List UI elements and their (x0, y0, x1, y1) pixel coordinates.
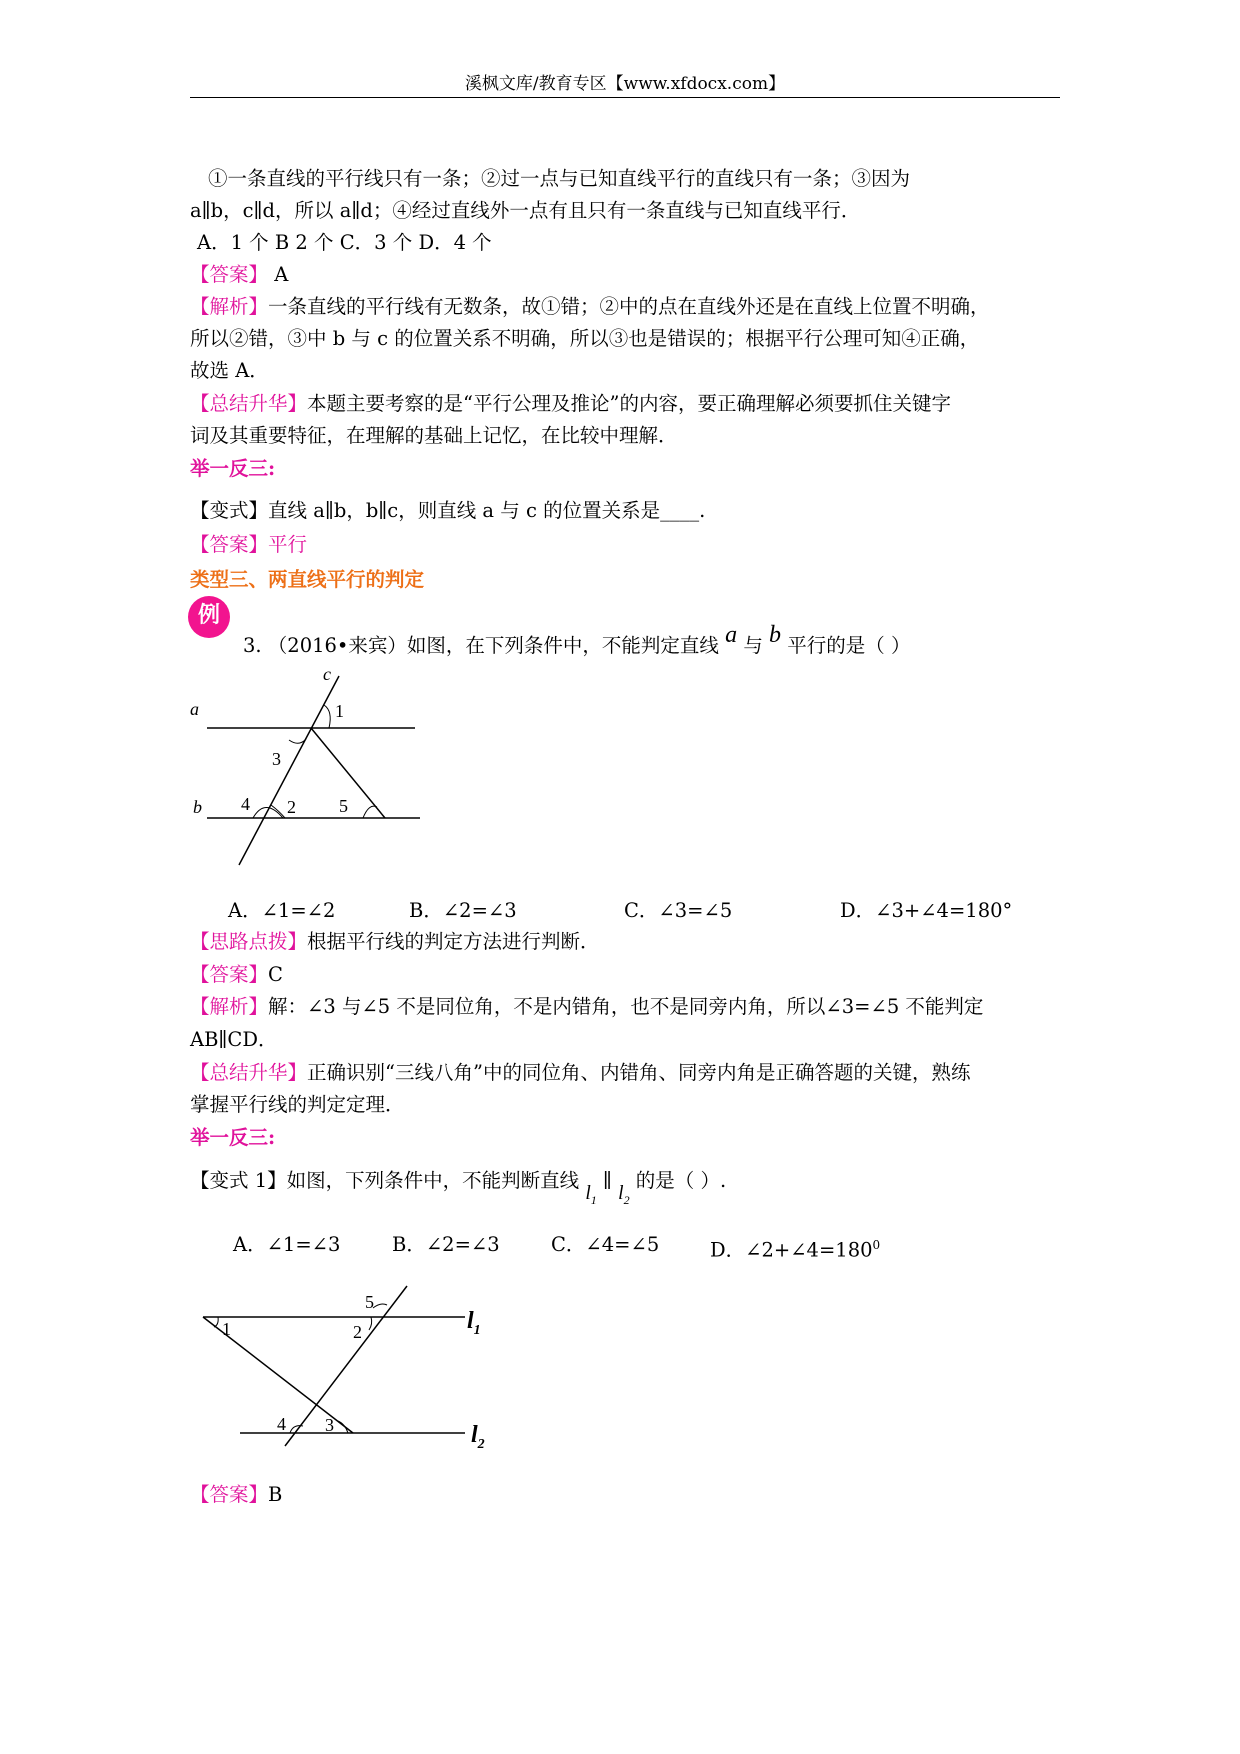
answer-value: B (268, 1483, 283, 1506)
v1-option-c: C．∠4=∠5 (551, 1233, 660, 1256)
hint-text: 根据平行线的判定方法进行判断． (307, 930, 600, 953)
var-b: b (769, 622, 782, 648)
v1-figure (195, 1280, 495, 1455)
q3-hint (190, 927, 1070, 957)
label-b: b (193, 797, 202, 817)
q3-stem-end: 平行的是（ ） (781, 634, 911, 657)
q3-stem (243, 622, 1123, 661)
line-d (311, 728, 385, 818)
v1-option-d-text: D．∠2+∠4=180 (710, 1238, 873, 1262)
analysis-tag: 【解析】 (190, 995, 269, 1018)
label-l2 (471, 1422, 485, 1452)
q3-option-d: D．∠3+∠4=180° (840, 899, 1013, 922)
angle-2-arc (271, 805, 285, 818)
label-a: a (190, 699, 199, 719)
q2-analysis-line3: 故选 A． (190, 359, 269, 382)
q3-analysis-line2: AB∥CD． (190, 1028, 278, 1051)
answer-tag: 【答案】 (190, 263, 269, 286)
q3-option-c: C．∠3=∠5 (624, 899, 733, 922)
summary-tag: 【总结升华】 (190, 1061, 308, 1084)
analysis-text: 解：∠3 与∠5 不是同位角，不是内错角，也不是同旁内角，所以∠3=∠5 不能判定 (268, 995, 984, 1018)
line-c (239, 676, 339, 865)
l2-symbol (618, 1183, 630, 1207)
analysis-text: 一条直线的平行线有无数条，故①错；②中的点在直线外还是在直线上位置不明确， (268, 295, 990, 318)
label-4: 4 (241, 794, 250, 814)
q2-variant-answer (190, 530, 1070, 560)
v1-answer (190, 1480, 1070, 1510)
label-1: 1 (222, 1319, 231, 1339)
header-divider (190, 97, 1060, 98)
answer-value: C (268, 963, 283, 986)
page-header: 溪枫文库/教育专区【www.xfdocx.com】 (464, 74, 786, 94)
angle-5-arc (373, 1304, 387, 1308)
label-l2-sub: 2 (477, 1437, 485, 1452)
q3-summary-line2: 掌握平行线的判定定理． (190, 1093, 405, 1116)
label-3: 3 (272, 749, 281, 769)
label-3: 3 (325, 1415, 334, 1435)
l1-letter: l (585, 1183, 591, 1204)
label-4: 4 (277, 1414, 286, 1434)
q2-practice-title: 举一反三: (190, 457, 276, 480)
q2-analysis-line1 (190, 292, 1070, 322)
var-a: a (725, 622, 738, 648)
q2-summary-line2: 词及其重要特征，在理解的基础上记忆，在比较中理解． (190, 424, 678, 447)
l2-subscript: 2 (623, 1192, 630, 1207)
angle-1-arc (324, 705, 330, 728)
q3-figure (185, 665, 445, 880)
summary-text: 本题主要考察的是“平行公理及推论”的内容，要正确理解必须要抓住关键字 (307, 392, 951, 415)
answer-value: A (268, 263, 289, 286)
parallel-sign: ∥ (596, 1169, 619, 1192)
example-badge: 例 (188, 596, 230, 638)
label-l2-letter: l (471, 1422, 478, 1448)
summary-tag: 【总结升华】 (190, 392, 308, 415)
l2-letter: l (618, 1183, 624, 1204)
v1-option-d (710, 1230, 880, 1266)
answer-tag: 【答案】 (190, 533, 269, 556)
q3-summary-line1 (190, 1058, 1070, 1088)
v1-stem-end: 的是（ ）. (629, 1169, 727, 1192)
q3-option-a: A．∠1=∠2 (228, 899, 336, 922)
v1-option-a: A．∠1=∠3 (233, 1233, 341, 1256)
q2-answer (190, 260, 1070, 290)
label-2: 2 (287, 797, 296, 817)
l1-subscript: 1 (590, 1192, 597, 1207)
label-c: c (323, 665, 331, 684)
answer-tag: 【答案】 (190, 1483, 269, 1506)
analysis-tag: 【解析】 (190, 295, 269, 318)
label-l1 (467, 1308, 481, 1338)
transversal-2 (285, 1286, 407, 1446)
v1-option-b: B．∠2=∠3 (392, 1233, 500, 1256)
q2-options: A．1 个 B 2 个 C．3 个 D．4 个 (197, 231, 492, 254)
q3-stem-mid: 与 (737, 634, 770, 657)
q3-practice-title: 举一反三: (190, 1126, 276, 1149)
q3-analysis-line1 (190, 992, 1070, 1022)
label-5: 5 (339, 796, 348, 816)
label-2: 2 (353, 1322, 362, 1342)
summary-text: 正确识别“三线八角”中的同位角、内错角、同旁内角是正确答题的关键，熟练 (307, 1061, 971, 1084)
hint-tag: 【思路点拨】 (190, 930, 308, 953)
label-l1-letter: l (467, 1308, 474, 1334)
q3-option-b: B．∠2=∠3 (409, 899, 517, 922)
section-title: 类型三、两直线平行的判定 (190, 568, 425, 591)
answer-value: 平行 (268, 533, 308, 556)
answer-tag: 【答案】 (190, 963, 269, 986)
q2-summary-line1 (190, 389, 1070, 419)
v1-stem (190, 1166, 1070, 1207)
label-5: 5 (365, 1292, 374, 1312)
q2-stem-line1: ①一条直线的平行线只有一条；②过一点与已知直线平行的直线只有一条；③因为 (208, 167, 911, 190)
label-1: 1 (335, 701, 344, 721)
angle-5-arc (363, 806, 377, 818)
v1-stem-text: 【变式 1】如图，下列条件中，不能判断直线 (190, 1169, 586, 1192)
v1-option-d-sup: 0 (872, 1238, 881, 1252)
q3-stem-text: 3. （2016•来宾）如图，在下列条件中，不能判定直线 (243, 634, 726, 657)
q2-analysis-line2: 所以②错，③中 b 与 c 的位置关系不明确，所以③也是错误的；根据平行公理可知④正确， (190, 327, 980, 350)
q3-answer (190, 960, 1070, 990)
angle-2-arc (369, 1317, 372, 1330)
l1-symbol (585, 1183, 597, 1207)
label-l1-sub: 1 (473, 1323, 481, 1338)
q2-variant: 【变式】直线 a∥b，b∥c，则直线 a 与 c 的位置关系是____. (190, 499, 706, 522)
q2-stem-line2: a∥b，c∥d，所以 a∥d；④经过直线外一点有且只有一条直线与已知直线平行． (190, 199, 861, 222)
